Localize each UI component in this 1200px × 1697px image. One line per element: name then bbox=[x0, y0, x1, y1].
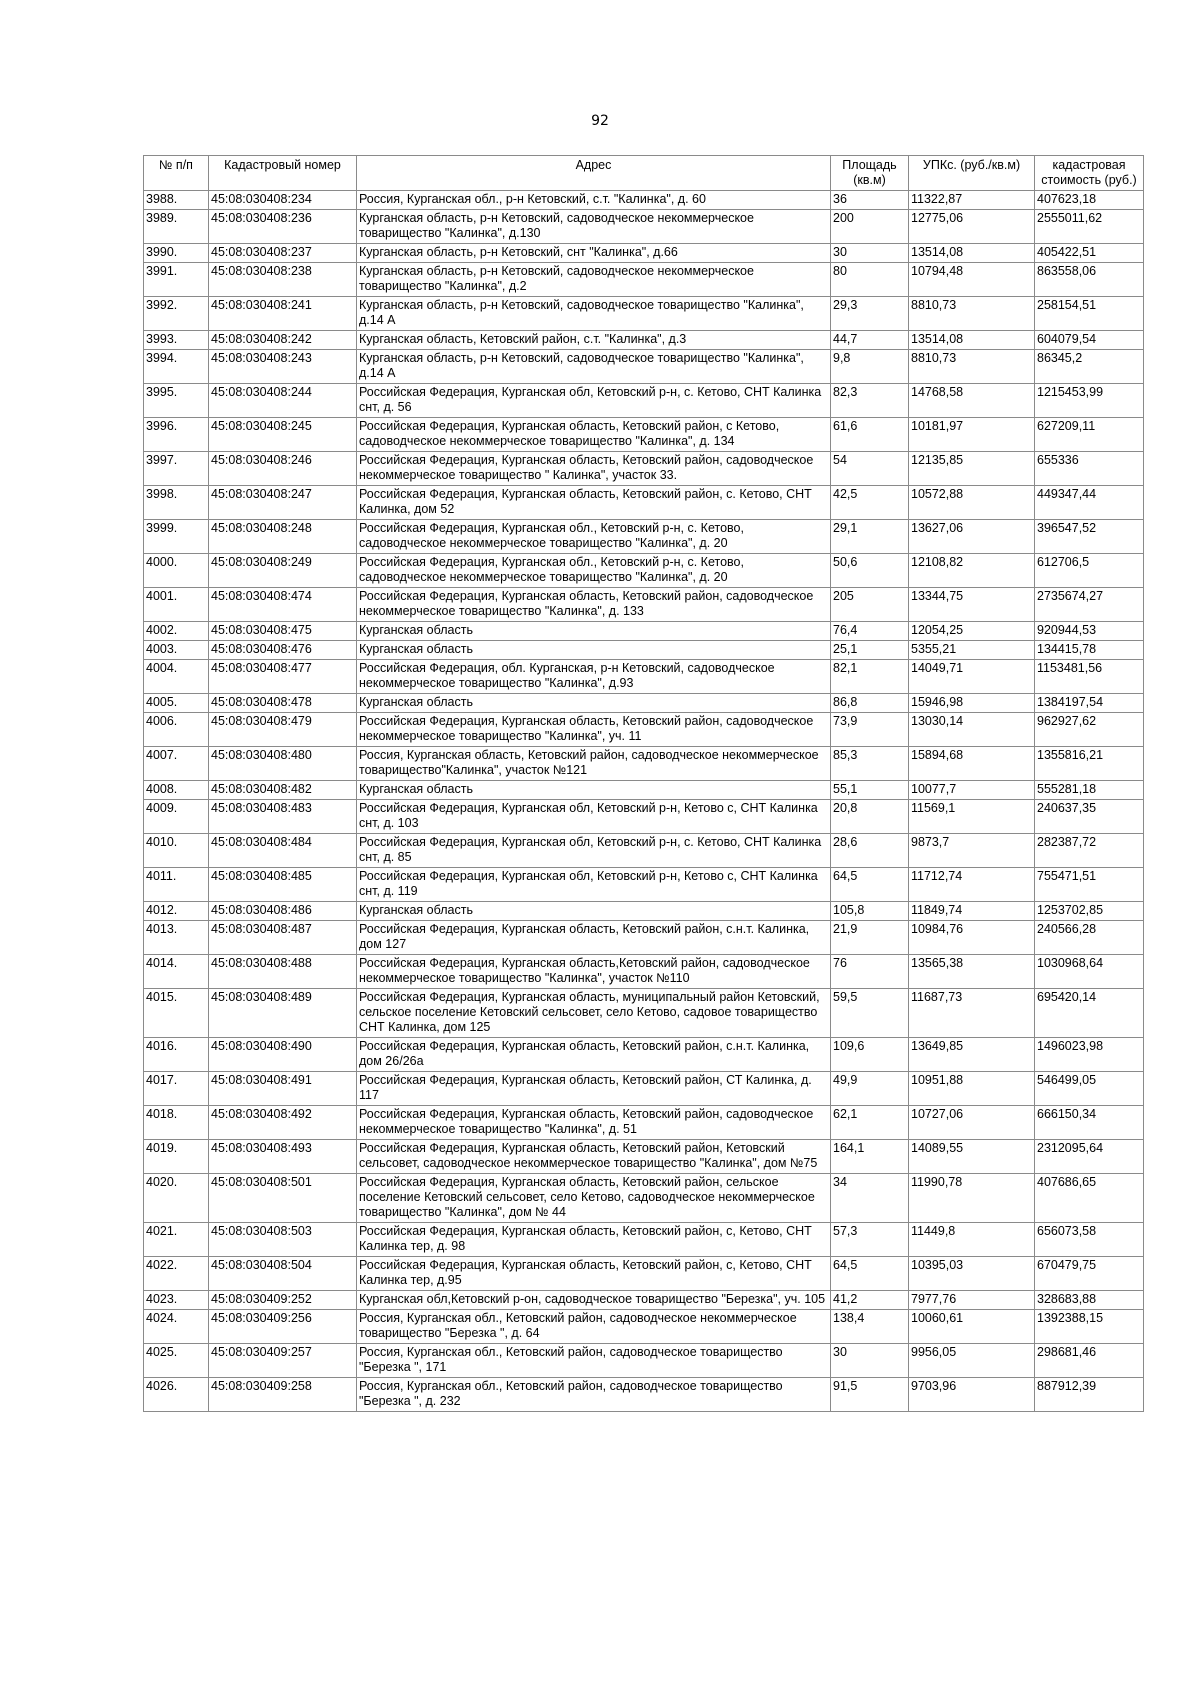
area-cell: 28,6 bbox=[831, 834, 909, 868]
area-cell: 86,8 bbox=[831, 694, 909, 713]
cadastral-number-cell: 45:08:030408:249 bbox=[209, 554, 357, 588]
area-cell: 29,1 bbox=[831, 520, 909, 554]
row-number-cell: 3998. bbox=[144, 486, 209, 520]
row-number-cell: 3999. bbox=[144, 520, 209, 554]
address-cell: Курганская обл,Кетовский р-он, садоводческое товарищество "Березка", уч. 105 bbox=[357, 1291, 831, 1310]
upks-cell: 9956,05 bbox=[909, 1344, 1035, 1378]
cadastral-value-cell: 258154,51 bbox=[1035, 297, 1144, 331]
cadastral-value-cell: 666150,34 bbox=[1035, 1106, 1144, 1140]
row-number-cell: 4003. bbox=[144, 641, 209, 660]
cadastral-value-cell: 449347,44 bbox=[1035, 486, 1144, 520]
table-row bbox=[144, 713, 1144, 747]
cadastral-value-cell: 396547,52 bbox=[1035, 520, 1144, 554]
table-row bbox=[144, 486, 1144, 520]
row-number-cell: 4010. bbox=[144, 834, 209, 868]
upks-cell: 14768,58 bbox=[909, 384, 1035, 418]
cadastral-number-cell: 45:08:030408:501 bbox=[209, 1174, 357, 1223]
area-cell: 59,5 bbox=[831, 989, 909, 1038]
cadastral-value-cell: 627209,11 bbox=[1035, 418, 1144, 452]
row-number-cell: 4021. bbox=[144, 1223, 209, 1257]
upks-cell: 14049,71 bbox=[909, 660, 1035, 694]
table-row bbox=[144, 297, 1144, 331]
cadastral-value-cell: 555281,18 bbox=[1035, 781, 1144, 800]
row-number-cell: 4004. bbox=[144, 660, 209, 694]
address-cell: Россия, Курганская обл., Кетовский район, садоводческое некоммерческое товарищество "Березка ", д. 64 bbox=[357, 1310, 831, 1344]
address-cell: Российская Федерация, Курганская область, муниципальный район Кетовский, сельское поселение Кетовский сельсовет, село Кетово, садовое товарищество СНТ Калинка, дом 125 bbox=[357, 989, 831, 1038]
header-cadastral-number: Кадастровый номер bbox=[209, 156, 357, 191]
address-cell: Российская Федерация, Курганская обл, Кетовский р-н, с. Кетово, СНТ Калинка снт, д. 56 bbox=[357, 384, 831, 418]
address-cell: Российская Федерация, Курганская область, Кетовский район, с Кетово, садоводческое некоммерческое товарищество "Калинка", д. 134 bbox=[357, 418, 831, 452]
row-number-cell: 3991. bbox=[144, 263, 209, 297]
cadastral-number-cell: 45:08:030408:238 bbox=[209, 263, 357, 297]
address-cell: Российская Федерация, Курганская область, Кетовский район, садоводческое некоммерческое товарищество " Калинка", участок 33. bbox=[357, 452, 831, 486]
upks-cell: 11990,78 bbox=[909, 1174, 1035, 1223]
cadastral-number-cell: 45:08:030408:489 bbox=[209, 989, 357, 1038]
upks-cell: 11569,1 bbox=[909, 800, 1035, 834]
cadastral-number-cell: 45:08:030409:258 bbox=[209, 1378, 357, 1412]
area-cell: 29,3 bbox=[831, 297, 909, 331]
row-number-cell: 4011. bbox=[144, 868, 209, 902]
address-cell: Курганская область bbox=[357, 641, 831, 660]
area-cell: 76 bbox=[831, 955, 909, 989]
table-row bbox=[144, 331, 1144, 350]
upks-cell: 12135,85 bbox=[909, 452, 1035, 486]
address-cell: Курганская область, р-н Кетовский, садоводческое товарищество "Калинка", д.14 А bbox=[357, 350, 831, 384]
upks-cell: 13030,14 bbox=[909, 713, 1035, 747]
row-number-cell: 3990. bbox=[144, 244, 209, 263]
table-row bbox=[144, 781, 1144, 800]
cadastral-number-cell: 45:08:030408:488 bbox=[209, 955, 357, 989]
area-cell: 105,8 bbox=[831, 902, 909, 921]
cadastral-value-cell: 1253702,85 bbox=[1035, 902, 1144, 921]
row-number-cell: 4018. bbox=[144, 1106, 209, 1140]
address-cell: Курганская область bbox=[357, 902, 831, 921]
row-number-cell: 4019. bbox=[144, 1140, 209, 1174]
address-cell: Российская Федерация, Курганская область, Кетовский район, с, Кетово, СНТ Калинка тер, д.95 bbox=[357, 1257, 831, 1291]
cadastral-number-cell: 45:08:030408:248 bbox=[209, 520, 357, 554]
table-row bbox=[144, 588, 1144, 622]
upks-cell: 12775,06 bbox=[909, 210, 1035, 244]
row-number-cell: 4001. bbox=[144, 588, 209, 622]
upks-cell: 13627,06 bbox=[909, 520, 1035, 554]
cadastral-number-cell: 45:08:030409:256 bbox=[209, 1310, 357, 1344]
upks-cell: 10727,06 bbox=[909, 1106, 1035, 1140]
cadastral-value-cell: 2312095,64 bbox=[1035, 1140, 1144, 1174]
cadastral-value-cell: 298681,46 bbox=[1035, 1344, 1144, 1378]
row-number-cell: 4016. bbox=[144, 1038, 209, 1072]
cadastral-value-cell: 695420,14 bbox=[1035, 989, 1144, 1038]
address-cell: Российская Федерация, Курганская область, Кетовский район, сельское поселение Кетовский сельсовет, село Кетово, садоводческое некоммерческое товарищество "Калинка", дом № 44 bbox=[357, 1174, 831, 1223]
cadastral-value-cell: 863558,06 bbox=[1035, 263, 1144, 297]
address-cell: Россия, Курганская обл., Кетовский район, садоводческое товарищество "Березка ", д. 232 bbox=[357, 1378, 831, 1412]
table-row bbox=[144, 800, 1144, 834]
upks-cell: 11849,74 bbox=[909, 902, 1035, 921]
row-number-cell: 4014. bbox=[144, 955, 209, 989]
cadastral-number-cell: 45:08:030408:486 bbox=[209, 902, 357, 921]
area-cell: 62,1 bbox=[831, 1106, 909, 1140]
address-cell: Российская Федерация, Курганская обл, Кетовский р-н, Кетово с, СНТ Калинка снт, д. 119 bbox=[357, 868, 831, 902]
cadastral-number-cell: 45:08:030408:503 bbox=[209, 1223, 357, 1257]
table-row bbox=[144, 902, 1144, 921]
table-row bbox=[144, 1072, 1144, 1106]
cadastral-value-cell: 328683,88 bbox=[1035, 1291, 1144, 1310]
area-cell: 138,4 bbox=[831, 1310, 909, 1344]
cadastral-number-cell: 45:08:030408:244 bbox=[209, 384, 357, 418]
area-cell: 200 bbox=[831, 210, 909, 244]
row-number-cell: 3992. bbox=[144, 297, 209, 331]
address-cell: Курганская область, р-н Кетовский, садоводческое некоммерческое товарищество "Калинка", д.130 bbox=[357, 210, 831, 244]
header-area: Площадь (кв.м) bbox=[831, 156, 909, 191]
area-cell: 61,6 bbox=[831, 418, 909, 452]
address-cell: Курганская область bbox=[357, 694, 831, 713]
table-row bbox=[144, 1310, 1144, 1344]
row-number-cell: 4000. bbox=[144, 554, 209, 588]
page-number: 92 bbox=[591, 113, 609, 129]
cadastral-number-cell: 45:08:030408:247 bbox=[209, 486, 357, 520]
upks-cell: 15946,98 bbox=[909, 694, 1035, 713]
upks-cell: 10077,7 bbox=[909, 781, 1035, 800]
cadastral-value-cell: 962927,62 bbox=[1035, 713, 1144, 747]
address-cell: Российская Федерация, Курганская область, Кетовский район, с.н.т. Калинка, дом 127 bbox=[357, 921, 831, 955]
table-row bbox=[144, 1257, 1144, 1291]
cadastral-value-cell: 2735674,27 bbox=[1035, 588, 1144, 622]
address-cell: Россия, Курганская обл., р-н Кетовский, с.т. "Калинка", д. 60 bbox=[357, 191, 831, 210]
table-row bbox=[144, 694, 1144, 713]
area-cell: 82,1 bbox=[831, 660, 909, 694]
cadastral-value-cell: 282387,72 bbox=[1035, 834, 1144, 868]
address-cell: Российская Федерация, обл. Курганская, р-н Кетовский, садоводческое некоммерческое товарищество "Калинка", д.93 bbox=[357, 660, 831, 694]
cadastral-value-cell: 1496023,98 bbox=[1035, 1038, 1144, 1072]
cadastral-number-cell: 45:08:030408:484 bbox=[209, 834, 357, 868]
cadastral-value-cell: 1030968,64 bbox=[1035, 955, 1144, 989]
row-number-cell: 4009. bbox=[144, 800, 209, 834]
row-number-cell: 3988. bbox=[144, 191, 209, 210]
area-cell: 54 bbox=[831, 452, 909, 486]
area-cell: 55,1 bbox=[831, 781, 909, 800]
cadastral-value-cell: 670479,75 bbox=[1035, 1257, 1144, 1291]
cadastral-number-cell: 45:08:030408:493 bbox=[209, 1140, 357, 1174]
area-cell: 80 bbox=[831, 263, 909, 297]
row-number-cell: 4012. bbox=[144, 902, 209, 921]
upks-cell: 13514,08 bbox=[909, 244, 1035, 263]
row-number-cell: 3995. bbox=[144, 384, 209, 418]
area-cell: 34 bbox=[831, 1174, 909, 1223]
upks-cell: 10181,97 bbox=[909, 418, 1035, 452]
address-cell: Курганская область, р-н Кетовский, снт "Калинка", д.66 bbox=[357, 244, 831, 263]
cadastral-value-cell: 240637,35 bbox=[1035, 800, 1144, 834]
header-num: № п/п bbox=[144, 156, 209, 191]
cadastral-number-cell: 45:08:030408:242 bbox=[209, 331, 357, 350]
row-number-cell: 4023. bbox=[144, 1291, 209, 1310]
row-number-cell: 3989. bbox=[144, 210, 209, 244]
cadastral-value-cell: 240566,28 bbox=[1035, 921, 1144, 955]
area-cell: 30 bbox=[831, 1344, 909, 1378]
upks-cell: 8810,73 bbox=[909, 297, 1035, 331]
address-cell: Российская Федерация, Курганская обл, Кетовский р-н, с. Кетово, СНТ Калинка снт, д. 85 bbox=[357, 834, 831, 868]
upks-cell: 10951,88 bbox=[909, 1072, 1035, 1106]
table-row bbox=[144, 868, 1144, 902]
cadastral-number-cell: 45:08:030408:480 bbox=[209, 747, 357, 781]
table-header-row bbox=[144, 156, 1144, 191]
address-cell: Курганская область bbox=[357, 781, 831, 800]
upks-cell: 10395,03 bbox=[909, 1257, 1035, 1291]
upks-cell: 11712,74 bbox=[909, 868, 1035, 902]
upks-cell: 10572,88 bbox=[909, 486, 1035, 520]
upks-cell: 8810,73 bbox=[909, 350, 1035, 384]
area-cell: 64,5 bbox=[831, 1257, 909, 1291]
row-number-cell: 4026. bbox=[144, 1378, 209, 1412]
cadastral-number-cell: 45:08:030408:485 bbox=[209, 868, 357, 902]
area-cell: 36 bbox=[831, 191, 909, 210]
table-row bbox=[144, 384, 1144, 418]
row-number-cell: 4017. bbox=[144, 1072, 209, 1106]
cadastral-number-cell: 45:08:030408:504 bbox=[209, 1257, 357, 1291]
cadastral-value-cell: 612706,5 bbox=[1035, 554, 1144, 588]
row-number-cell: 4015. bbox=[144, 989, 209, 1038]
table-row bbox=[144, 1378, 1144, 1412]
table-row bbox=[144, 1344, 1144, 1378]
area-cell: 164,1 bbox=[831, 1140, 909, 1174]
table-row bbox=[144, 921, 1144, 955]
cadastral-number-cell: 45:08:030408:477 bbox=[209, 660, 357, 694]
address-cell: Российская Федерация, Курганская область, Кетовский район, с. Кетово, СНТ Калинка, дом 52 bbox=[357, 486, 831, 520]
address-cell: Курганская область, Кетовский район, с.т. "Калинка", д.3 bbox=[357, 331, 831, 350]
cadastral-number-cell: 45:08:030408:479 bbox=[209, 713, 357, 747]
table-row bbox=[144, 210, 1144, 244]
table-row bbox=[144, 1223, 1144, 1257]
area-cell: 82,3 bbox=[831, 384, 909, 418]
upks-cell: 13344,75 bbox=[909, 588, 1035, 622]
row-number-cell: 4005. bbox=[144, 694, 209, 713]
cadastral-value-cell: 604079,54 bbox=[1035, 331, 1144, 350]
address-cell: Российская Федерация, Курганская обл, Кетовский р-н, Кетово с, СНТ Калинка снт, д. 103 bbox=[357, 800, 831, 834]
cadastral-number-cell: 45:08:030408:474 bbox=[209, 588, 357, 622]
area-cell: 25,1 bbox=[831, 641, 909, 660]
address-cell: Российская Федерация, Курганская область, Кетовский район, СТ Калинка, д. 117 bbox=[357, 1072, 831, 1106]
address-cell: Россия, Курганская область, Кетовский район, садоводческое некоммерческое товарищество"Калинка", участок №121 bbox=[357, 747, 831, 781]
cadastral-value-cell: 134415,78 bbox=[1035, 641, 1144, 660]
cadastral-value-table bbox=[143, 155, 1144, 1412]
row-number-cell: 3997. bbox=[144, 452, 209, 486]
area-cell: 20,8 bbox=[831, 800, 909, 834]
area-cell: 76,4 bbox=[831, 622, 909, 641]
upks-cell: 5355,21 bbox=[909, 641, 1035, 660]
cadastral-value-cell: 2555011,62 bbox=[1035, 210, 1144, 244]
area-cell: 73,9 bbox=[831, 713, 909, 747]
cadastral-value-cell: 546499,05 bbox=[1035, 1072, 1144, 1106]
cadastral-number-cell: 45:08:030408:487 bbox=[209, 921, 357, 955]
cadastral-number-cell: 45:08:030408:236 bbox=[209, 210, 357, 244]
cadastral-value-cell: 1153481,56 bbox=[1035, 660, 1144, 694]
cadastral-number-cell: 45:08:030408:490 bbox=[209, 1038, 357, 1072]
row-number-cell: 4022. bbox=[144, 1257, 209, 1291]
area-cell: 42,5 bbox=[831, 486, 909, 520]
area-cell: 57,3 bbox=[831, 1223, 909, 1257]
cadastral-value-cell: 656073,58 bbox=[1035, 1223, 1144, 1257]
cadastral-number-cell: 45:08:030408:237 bbox=[209, 244, 357, 263]
cadastral-value-cell: 920944,53 bbox=[1035, 622, 1144, 641]
cadastral-value-cell: 86345,2 bbox=[1035, 350, 1144, 384]
table-row bbox=[144, 418, 1144, 452]
address-cell: Российская Федерация, Курганская обл., Кетовский р-н, с. Кетово, садоводческое некоммерческое товарищество "Калинка", д. 20 bbox=[357, 520, 831, 554]
header-upks: УПКс. (руб./кв.м) bbox=[909, 156, 1035, 191]
cadastral-number-cell: 45:08:030408:483 bbox=[209, 800, 357, 834]
area-cell: 44,7 bbox=[831, 331, 909, 350]
upks-cell: 10984,76 bbox=[909, 921, 1035, 955]
area-cell: 9,8 bbox=[831, 350, 909, 384]
row-number-cell: 4008. bbox=[144, 781, 209, 800]
upks-cell: 12054,25 bbox=[909, 622, 1035, 641]
table-row bbox=[144, 191, 1144, 210]
upks-cell: 9873,7 bbox=[909, 834, 1035, 868]
table-row bbox=[144, 520, 1144, 554]
upks-cell: 13514,08 bbox=[909, 331, 1035, 350]
upks-cell: 13649,85 bbox=[909, 1038, 1035, 1072]
cadastral-number-cell: 45:08:030408:491 bbox=[209, 1072, 357, 1106]
cadastral-value-cell: 1355816,21 bbox=[1035, 747, 1144, 781]
area-cell: 50,6 bbox=[831, 554, 909, 588]
row-number-cell: 4006. bbox=[144, 713, 209, 747]
row-number-cell: 4013. bbox=[144, 921, 209, 955]
address-cell: Российская Федерация, Курганская область, Кетовский район, Кетовский сельсовет, садоводческое некоммерческое товарищество "Калинка", дом №75 bbox=[357, 1140, 831, 1174]
table-row bbox=[144, 1174, 1144, 1223]
cadastral-number-cell: 45:08:030408:482 bbox=[209, 781, 357, 800]
cadastral-value-cell: 887912,39 bbox=[1035, 1378, 1144, 1412]
area-cell: 30 bbox=[831, 244, 909, 263]
cadastral-number-cell: 45:08:030408:243 bbox=[209, 350, 357, 384]
address-cell: Российская Федерация, Курганская область, Кетовский район, садоводческое некоммерческое товарищество "Калинка", д. 133 bbox=[357, 588, 831, 622]
upks-cell: 14089,55 bbox=[909, 1140, 1035, 1174]
row-number-cell: 4024. bbox=[144, 1310, 209, 1344]
cadastral-value-cell: 755471,51 bbox=[1035, 868, 1144, 902]
upks-cell: 10060,61 bbox=[909, 1310, 1035, 1344]
area-cell: 41,2 bbox=[831, 1291, 909, 1310]
address-cell: Курганская область, р-н Кетовский, садоводческое товарищество "Калинка", д.14 А bbox=[357, 297, 831, 331]
area-cell: 91,5 bbox=[831, 1378, 909, 1412]
row-number-cell: 4002. bbox=[144, 622, 209, 641]
row-number-cell: 3996. bbox=[144, 418, 209, 452]
row-number-cell: 4007. bbox=[144, 747, 209, 781]
table-row bbox=[144, 1106, 1144, 1140]
table-row bbox=[144, 834, 1144, 868]
table-row bbox=[144, 350, 1144, 384]
table-row bbox=[144, 1140, 1144, 1174]
upks-cell: 15894,68 bbox=[909, 747, 1035, 781]
table-row bbox=[144, 955, 1144, 989]
address-cell: Российская Федерация, Курганская область, Кетовский район, с.н.т. Калинка, дом 26/26а bbox=[357, 1038, 831, 1072]
cadastral-value-cell: 405422,51 bbox=[1035, 244, 1144, 263]
cadastral-number-cell: 45:08:030408:476 bbox=[209, 641, 357, 660]
upks-cell: 11322,87 bbox=[909, 191, 1035, 210]
table-row bbox=[144, 1038, 1144, 1072]
area-cell: 85,3 bbox=[831, 747, 909, 781]
upks-cell: 11687,73 bbox=[909, 989, 1035, 1038]
address-cell: Курганская область, р-н Кетовский, садоводческое некоммерческое товарищество "Калинка", д.2 bbox=[357, 263, 831, 297]
cadastral-number-cell: 45:08:030408:234 bbox=[209, 191, 357, 210]
cadastral-value-cell: 1384197,54 bbox=[1035, 694, 1144, 713]
address-cell: Российская Федерация, Курганская область, Кетовский район, садоводческое некоммерческое товарищество "Калинка", уч. 11 bbox=[357, 713, 831, 747]
address-cell: Российская Федерация, Курганская область, Кетовский район, садоводческое некоммерческое товарищество "Калинка", д. 51 bbox=[357, 1106, 831, 1140]
cadastral-number-cell: 45:08:030408:492 bbox=[209, 1106, 357, 1140]
upks-cell: 9703,96 bbox=[909, 1378, 1035, 1412]
row-number-cell: 4025. bbox=[144, 1344, 209, 1378]
header-address: Адрес bbox=[357, 156, 831, 191]
cadastral-number-cell: 45:08:030408:246 bbox=[209, 452, 357, 486]
cadastral-number-cell: 45:08:030408:475 bbox=[209, 622, 357, 641]
cadastral-number-cell: 45:08:030409:257 bbox=[209, 1344, 357, 1378]
address-cell: Российская Федерация, Курганская обл., Кетовский р-н, с. Кетово, садоводческое некоммерческое товарищество "Калинка", д. 20 bbox=[357, 554, 831, 588]
area-cell: 49,9 bbox=[831, 1072, 909, 1106]
cadastral-value-cell: 1392388,15 bbox=[1035, 1310, 1144, 1344]
cadastral-value-cell: 655336 bbox=[1035, 452, 1144, 486]
table-row bbox=[144, 452, 1144, 486]
row-number-cell: 4020. bbox=[144, 1174, 209, 1223]
table-row bbox=[144, 989, 1144, 1038]
cadastral-number-cell: 45:08:030408:245 bbox=[209, 418, 357, 452]
address-cell: Российская Федерация, Курганская область, Кетовский район, с, Кетово, СНТ Калинка тер, д. 98 bbox=[357, 1223, 831, 1257]
cadastral-number-cell: 45:08:030408:478 bbox=[209, 694, 357, 713]
table-row bbox=[144, 747, 1144, 781]
upks-cell: 12108,82 bbox=[909, 554, 1035, 588]
address-cell: Российская Федерация, Курганская область,Кетовский район, садоводческое некоммерческое товарищество "Калинка", участок №110 bbox=[357, 955, 831, 989]
area-cell: 205 bbox=[831, 588, 909, 622]
table-row bbox=[144, 622, 1144, 641]
upks-cell: 7977,76 bbox=[909, 1291, 1035, 1310]
table-row bbox=[144, 1291, 1144, 1310]
cadastral-value-cell: 407686,65 bbox=[1035, 1174, 1144, 1223]
upks-cell: 10794,48 bbox=[909, 263, 1035, 297]
table-row bbox=[144, 263, 1144, 297]
table-row bbox=[144, 641, 1144, 660]
address-cell: Россия, Курганская обл., Кетовский район, садоводческое товарищество "Березка ", 171 bbox=[357, 1344, 831, 1378]
cadastral-value-cell: 407623,18 bbox=[1035, 191, 1144, 210]
table-row bbox=[144, 660, 1144, 694]
cadastral-number-cell: 45:08:030408:241 bbox=[209, 297, 357, 331]
cadastral-number-cell: 45:08:030409:252 bbox=[209, 1291, 357, 1310]
row-number-cell: 3994. bbox=[144, 350, 209, 384]
table-row bbox=[144, 244, 1144, 263]
cadastral-value-cell: 1215453,99 bbox=[1035, 384, 1144, 418]
header-cadastral-value: кадастровая стоимость (руб.) bbox=[1035, 156, 1144, 191]
row-number-cell: 3993. bbox=[144, 331, 209, 350]
upks-cell: 13565,38 bbox=[909, 955, 1035, 989]
address-cell: Курганская область bbox=[357, 622, 831, 641]
upks-cell: 11449,8 bbox=[909, 1223, 1035, 1257]
table-row bbox=[144, 554, 1144, 588]
area-cell: 109,6 bbox=[831, 1038, 909, 1072]
area-cell: 64,5 bbox=[831, 868, 909, 902]
area-cell: 21,9 bbox=[831, 921, 909, 955]
